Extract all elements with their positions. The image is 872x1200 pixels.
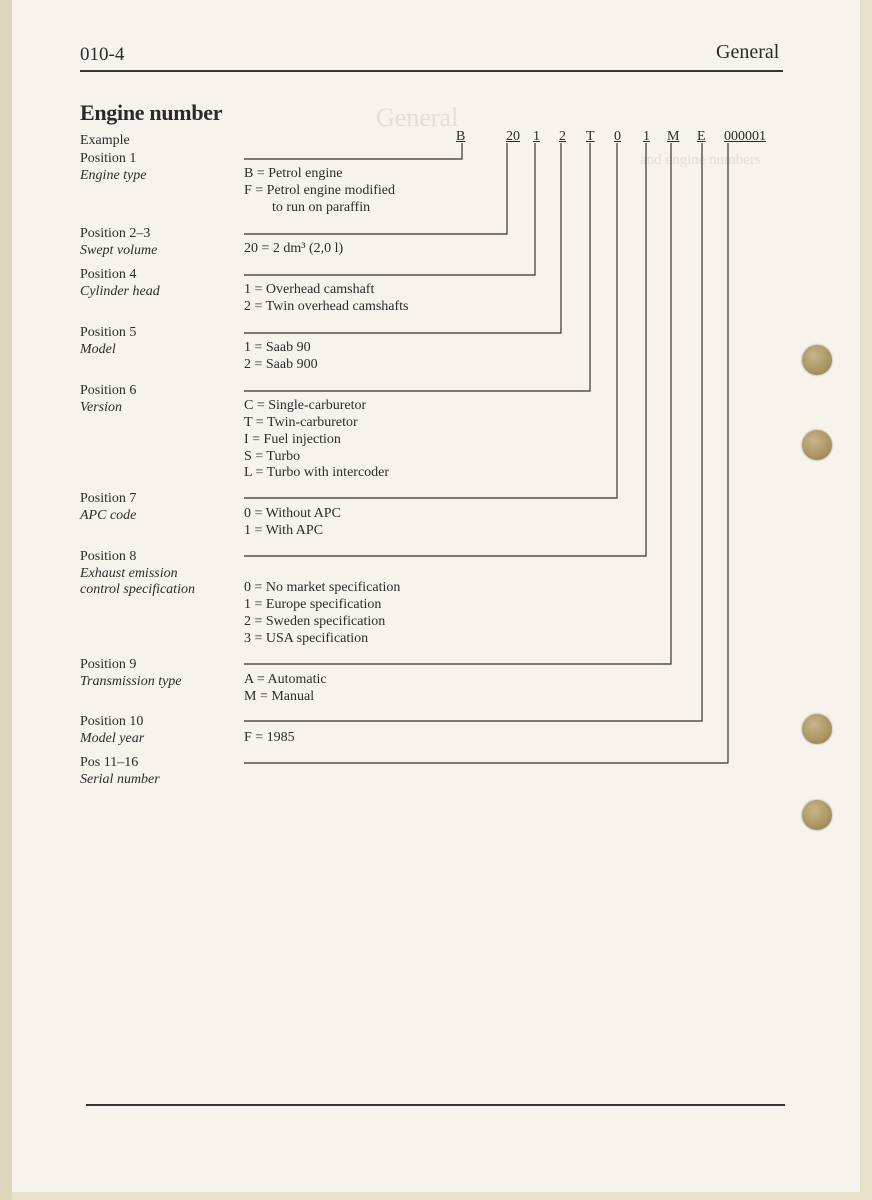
description-line: 1 = Saab 90 <box>244 340 311 355</box>
description-line: 1 = With APC <box>244 523 324 538</box>
description-line: F = Petrol engine modified <box>244 183 395 198</box>
description-line: B = Petrol engine <box>244 166 343 181</box>
example-code-9: E <box>697 129 706 144</box>
section-title: General <box>716 41 780 63</box>
position-name: Transmission type <box>80 674 182 689</box>
position-label: Position 1 <box>80 151 137 166</box>
position-label: Position 4 <box>80 267 137 282</box>
page-title: Engine number <box>80 100 223 125</box>
example-label: Example <box>80 133 130 148</box>
position-label: Position 8 <box>80 549 137 564</box>
position-name: Exhaust emission <box>80 566 178 581</box>
description-line: S = Turbo <box>244 449 301 464</box>
position-label: Pos 11–16 <box>80 755 139 770</box>
description-line: 2 = Twin overhead camshafts <box>244 299 409 314</box>
position-label: Position 2–3 <box>80 226 151 241</box>
position-name: Engine type <box>80 168 147 183</box>
description-line: T = Twin-carburetor <box>244 415 358 430</box>
position-name: Cylinder head <box>80 284 160 299</box>
footer-rule <box>86 1104 785 1106</box>
description-line: 0 = Without APC <box>244 506 341 521</box>
description-line: L = Turbo with intercoder <box>244 465 390 480</box>
ghost-title: General <box>376 103 459 132</box>
ghost-subtitle: and engine numbers <box>640 152 761 168</box>
position-name: Swept volume <box>80 243 158 258</box>
description-line: M = Manual <box>244 689 315 704</box>
description-line: A = Automatic <box>244 672 327 687</box>
position-name: Model year <box>80 731 145 746</box>
example-code-1: B <box>456 129 466 144</box>
position-name: Serial number <box>80 772 160 787</box>
position-label: Position 6 <box>80 383 137 398</box>
position-name-line2: control specification <box>80 582 195 597</box>
description-line: 20 = 2 dm³ (2,0 l) <box>244 241 344 256</box>
description-line: 0 = No market specification <box>244 580 401 595</box>
binder-hole <box>802 714 832 744</box>
example-code-7: 1 <box>643 129 650 144</box>
page-number: 010-4 <box>80 44 125 65</box>
example-code-3: 1 <box>533 129 540 144</box>
description-line: I = Fuel injection <box>244 432 341 447</box>
binder-hole <box>802 800 832 830</box>
description-line: 2 = Saab 900 <box>244 357 318 372</box>
example-code-2: 20 <box>506 129 520 144</box>
description-line: to run on paraffin <box>272 200 371 215</box>
description-line: 1 = Europe specification <box>244 597 382 612</box>
position-label: Position 9 <box>80 657 137 672</box>
example-code-4: 2 <box>559 129 566 144</box>
example-code-5: T <box>586 129 595 144</box>
binder-hole <box>802 430 832 460</box>
position-label: Position 7 <box>80 491 137 506</box>
description-line: F = 1985 <box>244 730 295 745</box>
binder-hole <box>802 345 832 375</box>
description-line: 2 = Sweden specification <box>244 614 386 629</box>
position-name: Model <box>80 342 116 357</box>
example-code-6: 0 <box>614 129 621 144</box>
position-name: Version <box>80 400 122 415</box>
example-code-10: 000001 <box>724 129 766 144</box>
position-label: Position 10 <box>80 714 144 729</box>
example-code-8: M <box>667 129 680 144</box>
description-line: C = Single-carburetor <box>244 398 367 413</box>
position-label: Position 5 <box>80 325 137 340</box>
position-name: APC code <box>80 508 137 523</box>
description-line: 3 = USA specification <box>244 631 369 646</box>
description-line: 1 = Overhead camshaft <box>244 282 375 297</box>
